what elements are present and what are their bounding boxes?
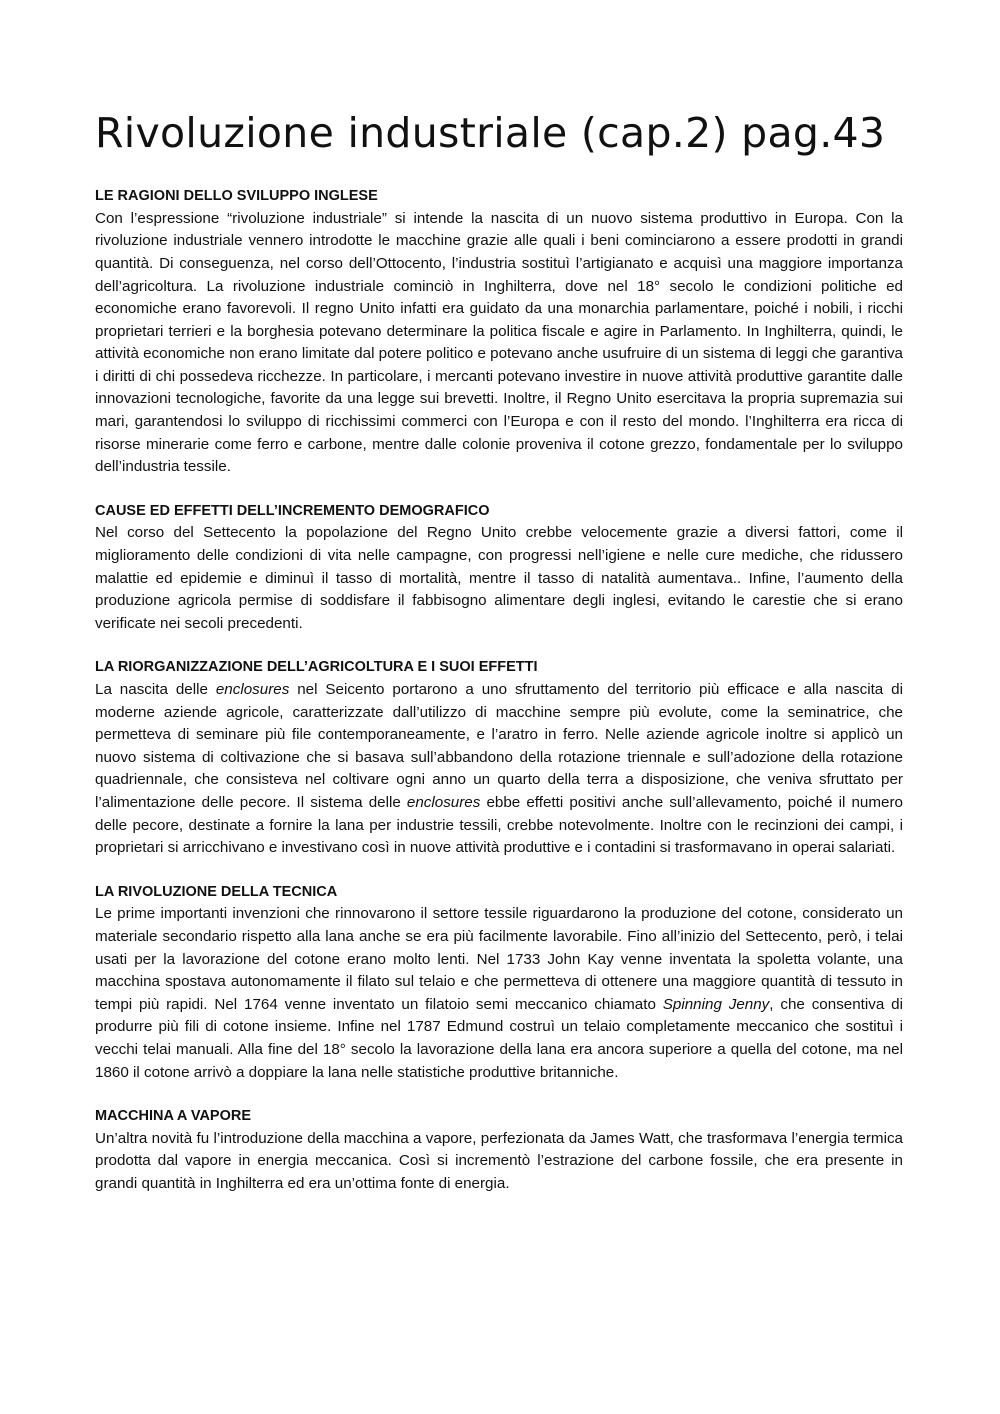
paragraph-text: Le prime importanti invenzioni che rinnovarono il settore tessile riguardarono la produzione del cotone, considerato un materiale secondario rispetto alla lana anche se era più facilmente lavorabile. Fino all’inizio del Settecento, però, i telai usati per la lavorazione del cotone erano molto lenti. Nel 1733 John Kay venne inventata la spoletta volante, una macchina spostava autonomamente il filato sul telaio e che permetteva di ottenere una maggiore quantità di tessuto in tempi più rapidi. Nel 1764 venne inventato un filatoio semi meccanico chiamato	[95, 905, 903, 1013]
document-section	[95, 185, 903, 479]
section-paragraph	[95, 679, 903, 860]
section-paragraph	[95, 1128, 903, 1196]
document-section	[95, 881, 903, 1084]
section-paragraph	[95, 208, 903, 479]
section-paragraph	[95, 903, 903, 1084]
section-heading: LA RIORGANIZZAZIONE DELL’AGRICOLTURA E I SUOI EFFETTI	[95, 659, 538, 676]
section-heading: MACCHINA A VAPORE	[95, 1108, 252, 1125]
paragraph-text: , che consentiva di produrre più fili di cotone insieme. Infine nel 1787 Edmund costruì un telaio completamente meccanico che sostituì i vecchi telai manuali. Alla fine del 18° secolo la lavorazione della lana era ancora superiore a quella del cotone, ma nel 1860 il cotone arrivò a doppiare la lana nelle statistiche produttive britanniche.	[95, 995, 903, 1081]
paragraph-text: Nel corso del Settecento la popolazione del Regno Unito crebbe velocemente grazie a diversi fattori, come il miglioramento delle condizioni di vita nelle campagne, con progressi nell’igiene e nelle cure mediche, che ridussero malattie ed epidemie e diminuì il tasso di mortalità, mentre il tasso di natalità aumentava.. Infine, l’aumento della produzione agricola permise di soddisfare il fabbisogno alimentare degli inglesi, evitando le carestie che si erano verificate nei secoli precedenti.	[95, 524, 903, 632]
document-sections	[95, 185, 903, 1195]
paragraph-text: Con l’espressione “rivoluzione industriale” si intende la nascita di un nuovo sistema produttivo in Europa. Con la rivoluzione industriale vennero introdotte le macchine grazie alle quali i beni cominciarono a essere prodotti in grandi quantità. Di conseguenza, nel corso dell’Ottocento, l’industria sostituì l’artigianato e acquisì una maggiore importanza dell’agricoltura. La rivoluzione industriale cominciò in Inghilterra, dove nel 18° secolo le condizioni politiche ed economiche erano favorevoli. Il regno Unito infatti era guidato da una monarchia parlamentare, poiché i nobili, i ricchi proprietari terrieri e la borghesia potevano determinare la politica fiscale e agire in Parlamento. In Inghilterra, quindi, le attività economiche non erano limitate dal potere politico e potevano anche usufruire di un sistema di leggi che garantiva i diritti di chi possedeva ricchezze. In particolare, i mercanti potevano investire in nuove attività produttive garantite dalle innovazioni tecnologiche, favorite da una legge sui brevetti. Inoltre, il Regno Unito esercitava la propria supremazia sui mari, garantendosi lo sviluppo di ricchissimi commerci con l’Europa e con il resto del mondo. l’Inghilterra era ricca di risorse minerarie come ferro e carbone, mentre dalle colonie proveniva il cotone grezzo, fondamentale per lo sviluppo dell’industria tessile.	[95, 209, 903, 476]
italic-term: Spinning Jenny	[662, 995, 770, 1013]
document-section	[95, 500, 903, 636]
document-section	[95, 1105, 903, 1195]
paragraph-text: nel Seicento portarono a uno sfruttamento del territorio più efficace e alla nascita di moderne aziende agricole, caratterizzate dall’utilizzo di macchine sempre più evolute, come la seminatrice, che permetteva di seminare più file contemporaneamente, e l’aratro in ferro. Nelle aziende agricole inoltre si applicò un nuovo sistema di coltivazione che si basava sull’abbandono della rotazione triennale e sull’adozione della rotazione quadriennale, che consisteva nel coltivare ogni anno un quarto della terra a disposizione, che veniva sfruttato per l’alimentazione delle pecore. Il sistema delle	[95, 681, 903, 811]
section-paragraph	[95, 522, 903, 635]
section-heading: LA RIVOLUZIONE DELLA TECNICA	[95, 883, 338, 900]
document-page	[95, 110, 903, 1216]
section-heading: CAUSE ED EFFETTI DELL’INCREMENTO DEMOGRAFICO	[95, 502, 490, 519]
paragraph-text: ebbe effetti positivi anche sull’allevamento, poiché il numero delle pecore, destinate a fornire la lana per industrie tessili, crebbe notevolmente. Inoltre con le recinzioni dei campi, i proprietari si arricchivano e investivano così in nuove attività produttive e i contadini si trasformavano in operai salariati.	[95, 793, 903, 857]
section-heading: LE RAGIONI DELLO SVILUPPO INGLESE	[95, 188, 378, 205]
document-section	[95, 656, 903, 859]
paragraph-text: La nascita delle	[95, 681, 216, 699]
italic-term: enclosures	[406, 793, 481, 811]
italic-term: enclosures	[215, 681, 290, 699]
document-title: Rivoluzione industriale (cap.2) pag.43	[95, 109, 886, 157]
paragraph-text: Un’altra novità fu l’introduzione della macchina a vapore, perfezionata da James Watt, che trasformava l’energia termica prodotta dal vapore in energia meccanica. Così si incrementò l’estrazione del carbone fossile, che era presente in grandi quantità in Inghilterra ed era un’ottima fonte di energia.	[95, 1129, 903, 1192]
